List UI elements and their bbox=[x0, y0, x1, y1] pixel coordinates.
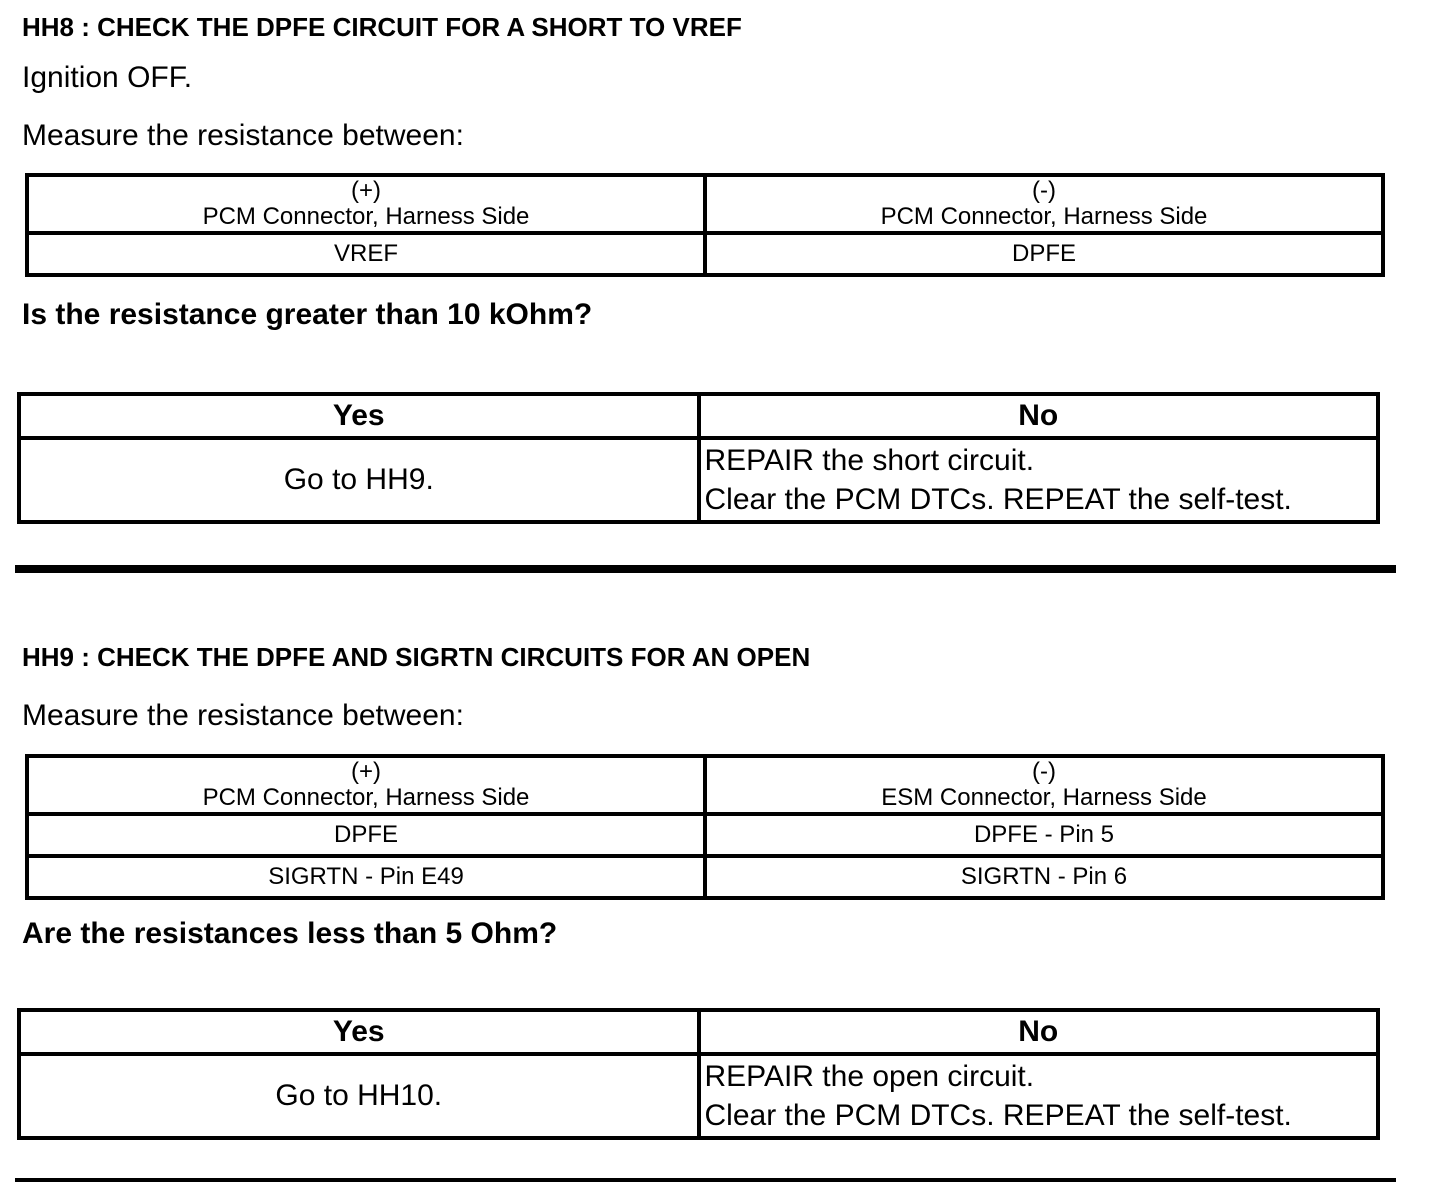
plus-connector-label: PCM Connector, Harness Side bbox=[202, 784, 530, 811]
result-table-hh8 bbox=[17, 392, 1380, 524]
no-action-line-1: REPAIR the short circuit. bbox=[704, 444, 1035, 477]
measure-table-hh9 bbox=[25, 754, 1385, 900]
result-header-row bbox=[19, 1010, 1378, 1054]
no-header-cell: No bbox=[699, 1010, 1379, 1054]
plus-pin-cell: VREF bbox=[27, 233, 705, 275]
no-action-line-1: REPAIR the open circuit. bbox=[704, 1060, 1035, 1093]
no-header-cell: No bbox=[699, 394, 1379, 438]
plus-polarity-label: (+) bbox=[351, 177, 381, 204]
minus-polarity-label: (-) bbox=[1032, 758, 1056, 785]
measure-instruction-hh8: Measure the resistance between: bbox=[22, 119, 464, 152]
measure-data-row bbox=[27, 233, 1383, 275]
minus-polarity-label: (-) bbox=[1032, 177, 1056, 204]
plus-column-header bbox=[27, 175, 705, 233]
minus-pin-cell: SIGRTN - Pin 6 bbox=[705, 856, 1383, 898]
plus-pin-cell: SIGRTN - Pin E49 bbox=[27, 856, 705, 898]
measure-data-row bbox=[27, 814, 1383, 856]
measure-header-row bbox=[27, 175, 1383, 233]
yes-action-cell: Go to HH10. bbox=[19, 1054, 699, 1138]
yes-header-cell: Yes bbox=[19, 394, 699, 438]
section-divider bbox=[15, 565, 1396, 573]
section-divider bbox=[15, 1178, 1396, 1182]
yes-action-cell: Go to HH9. bbox=[19, 438, 699, 522]
plus-pin-cell: DPFE bbox=[27, 814, 705, 856]
step-hh9 bbox=[0, 643, 1440, 1140]
result-body-row bbox=[19, 1054, 1378, 1138]
plus-connector-label: PCM Connector, Harness Side bbox=[202, 203, 530, 230]
measure-table-hh8 bbox=[25, 173, 1385, 277]
step-hh9-title: HH9 : CHECK THE DPFE AND SIGRTN CIRCUITS FOR AN OPEN bbox=[22, 642, 811, 672]
ignition-instruction: Ignition OFF. bbox=[22, 61, 193, 94]
result-header-row bbox=[19, 394, 1378, 438]
step-hh8-title: HH8 : CHECK THE DPFE CIRCUIT FOR A SHORT TO VREF bbox=[22, 12, 742, 42]
no-action-cell bbox=[699, 1054, 1379, 1138]
minus-pin-cell: DPFE bbox=[705, 233, 1383, 275]
plus-column-header bbox=[27, 756, 705, 814]
measure-instruction-hh9: Measure the resistance between: bbox=[22, 699, 464, 732]
step-hh8 bbox=[0, 13, 1440, 524]
result-table-hh9 bbox=[17, 1008, 1380, 1140]
question-hh9: Are the resistances less than 5 Ohm? bbox=[22, 917, 558, 950]
minus-pin-cell: DPFE - Pin 5 bbox=[705, 814, 1383, 856]
no-action-cell bbox=[699, 438, 1379, 522]
question-hh8: Is the resistance greater than 10 kOhm? bbox=[22, 298, 593, 331]
result-body-row bbox=[19, 438, 1378, 522]
yes-header-cell: Yes bbox=[19, 1010, 699, 1054]
measure-data-row bbox=[27, 856, 1383, 898]
measure-header-row bbox=[27, 756, 1383, 814]
no-action-line-2: Clear the PCM DTCs. REPEAT the self-test. bbox=[704, 483, 1292, 516]
minus-column-header bbox=[705, 175, 1383, 233]
minus-connector-label: PCM Connector, Harness Side bbox=[880, 203, 1208, 230]
plus-polarity-label: (+) bbox=[351, 758, 381, 785]
no-action-line-2: Clear the PCM DTCs. REPEAT the self-test. bbox=[704, 1099, 1292, 1132]
minus-connector-label: ESM Connector, Harness Side bbox=[881, 784, 1207, 811]
minus-column-header bbox=[705, 756, 1383, 814]
